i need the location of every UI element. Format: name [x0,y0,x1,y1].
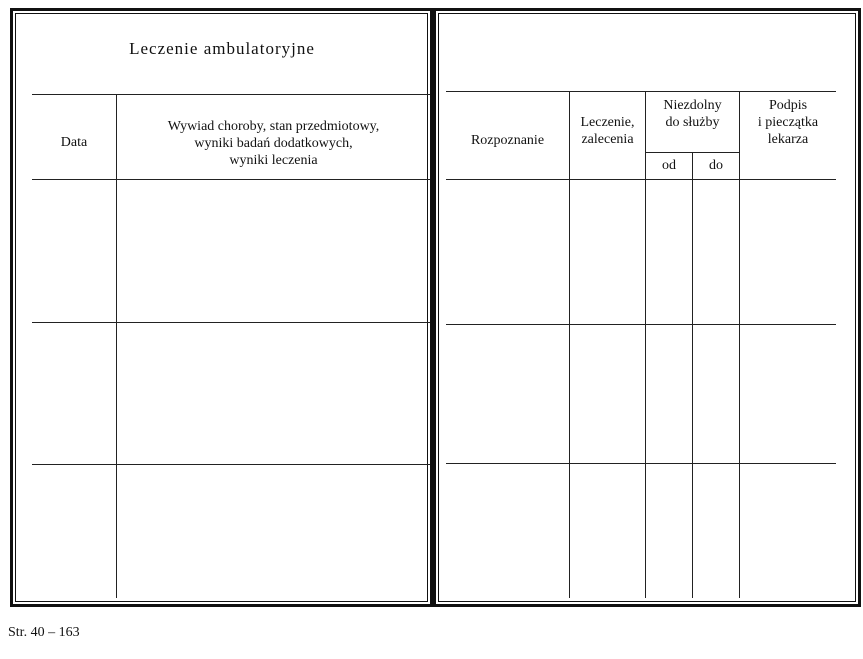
left-page-frame [10,8,433,607]
right-column-divider-4 [739,91,740,598]
left-row-divider-1 [32,322,430,323]
left-header-bottom-line [32,179,430,180]
left-column-divider [116,94,117,598]
history-line-2: wyniki badań dodatkowych, [194,136,353,151]
unfit-line-2: do służby [665,115,720,130]
page-title: Leczenie ambulatoryjne [129,39,315,58]
page-reference: Str. 40 – 163 [8,625,80,640]
treatment-line-2: zalecenia [581,132,634,147]
unfit-line-1: Niezdolny [663,98,722,113]
column-header-from: od [662,158,676,173]
column-header-history [117,118,430,169]
left-row-divider-2 [32,464,430,465]
signature-line-1: Podpis [768,98,808,113]
history-line-3: wyniki leczenia [229,153,318,168]
signature-line-3: lekarza [767,132,809,147]
right-row-divider-2 [446,463,836,464]
right-header-top-line [446,91,836,92]
column-header-signature [740,97,836,148]
signature-line-2: i pieczątka [757,115,819,130]
right-row-divider-1 [446,324,836,325]
column-header-date: Data [60,135,88,150]
right-column-divider-3 [692,152,693,598]
left-header-top-line [32,94,430,95]
column-header-diagnosis: Rozpoznanie [470,133,545,148]
column-header-to: do [709,158,723,173]
right-column-divider-1 [569,91,570,598]
history-line-1: Wywiad choroby, stan przedmiotowy, [167,119,380,134]
treatment-line-1: Leczenie, [580,115,635,130]
column-header-treatment [570,114,645,148]
right-header-bottom-line [446,179,836,180]
column-header-unfit [646,97,739,131]
